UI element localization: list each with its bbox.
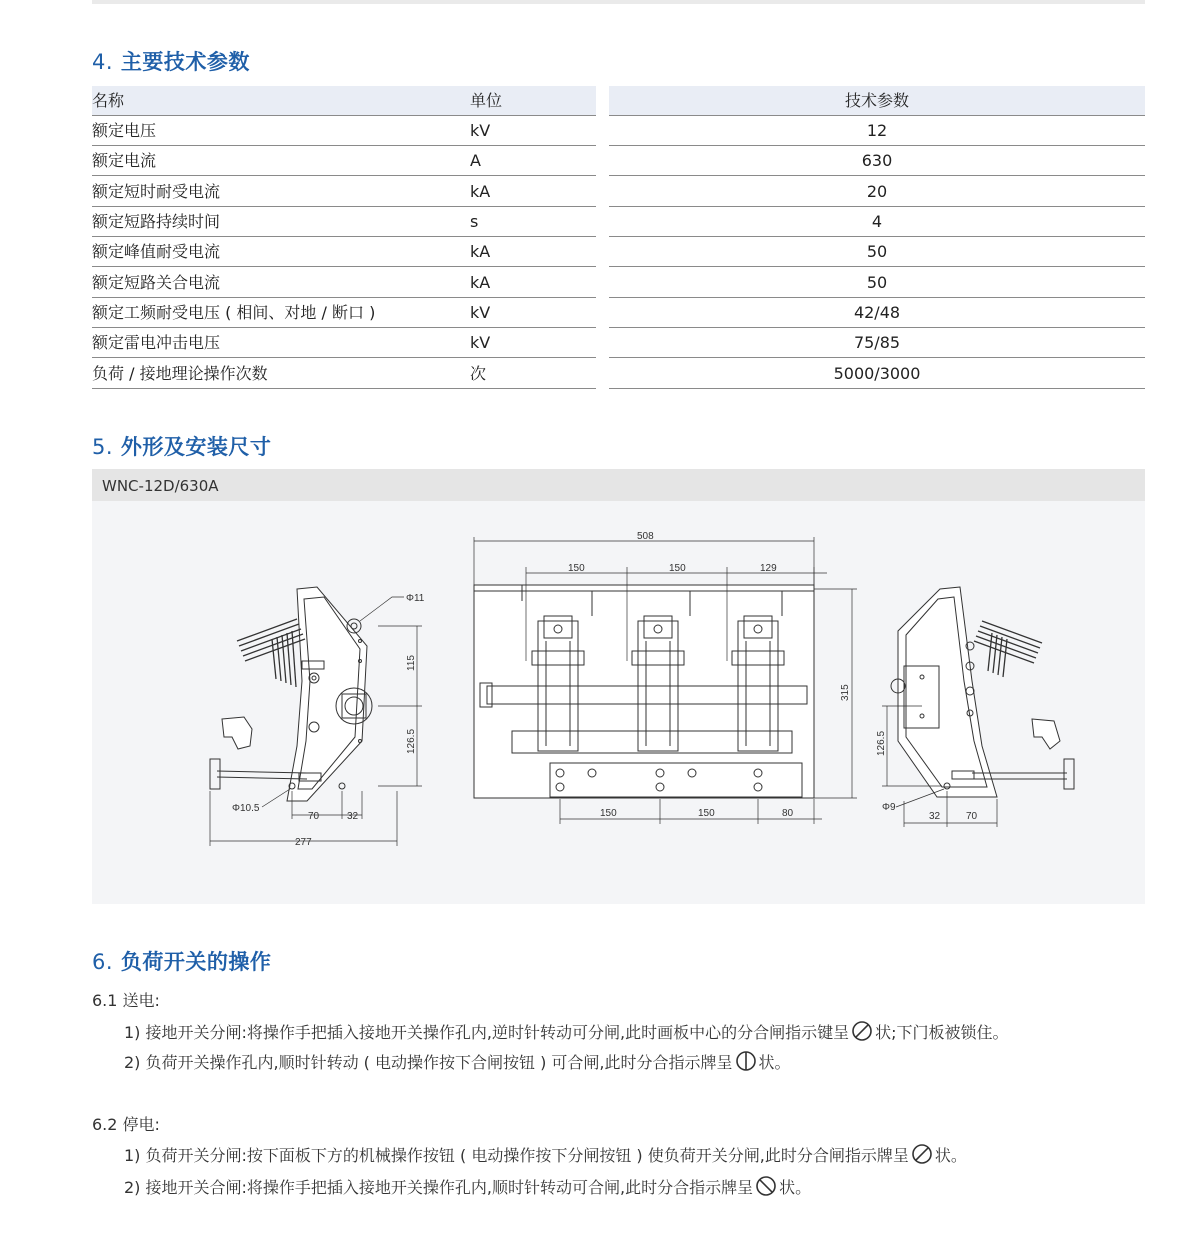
step-6-1-2-text-a: 2) 负荷开关操作孔内,顺时针转动 ( 电动操作按下合闸按钮 ) 可合闸,此时分合指示牌呈: [124, 1053, 733, 1072]
row-value: 5000/3000: [609, 359, 1145, 389]
dim-left-277: 277: [295, 837, 312, 848]
table-row: [92, 268, 1145, 298]
dim-left-70: 70: [308, 811, 320, 822]
indicator-open-icon: [851, 1020, 873, 1042]
step-6-2-2-text-a: 2) 接地开关合闸:将操作手把插入接地开关操作孔内,顺时针转动可合闸,此时分合指示牌呈: [124, 1178, 754, 1197]
section5-title-text: 外形及安装尺寸: [120, 435, 272, 459]
table-row: [92, 116, 1145, 146]
step-6-2-1-text-b: 状。: [934, 1146, 967, 1165]
header-unit: 单位: [470, 91, 503, 110]
step-6-2-2-text-b: 状。: [779, 1178, 812, 1197]
row-name: 额定雷电冲击电压: [92, 328, 596, 358]
row-name: 负荷 / 接地理论操作次数: [92, 359, 596, 389]
dim-mid-150d: 150: [698, 808, 715, 819]
step-6-1-1: [124, 1020, 1008, 1043]
dim-mid-508: 508: [637, 531, 654, 542]
step-6-1-2: [124, 1050, 791, 1073]
row-name: 额定峰值耐受电流: [92, 237, 596, 267]
row-unit: kV: [470, 121, 491, 140]
indicator-open-icon: [911, 1143, 933, 1165]
row-value: 4: [609, 207, 1145, 237]
row-unit: kV: [470, 333, 491, 352]
table-row: [92, 328, 1145, 358]
indicator-earthed-icon: [755, 1175, 777, 1197]
row-value: 12: [609, 116, 1145, 146]
parameter-table-header: [92, 86, 1145, 116]
dim-left-32: 32: [347, 811, 359, 822]
section4-title: [92, 46, 250, 76]
dim-right-phi9: Φ9: [882, 802, 896, 813]
dim-mid-129: 129: [760, 563, 777, 574]
step-6-2-1: [124, 1143, 967, 1166]
row-unit: kA: [470, 273, 491, 292]
row-value: 42/48: [609, 298, 1145, 328]
table-row: [92, 298, 1145, 328]
dim-right-126-5: 126.5: [876, 730, 887, 756]
table-row: [92, 146, 1145, 176]
row-name: 额定短路持续时间: [92, 207, 596, 237]
row-name: 额定短路关合电流: [92, 268, 596, 298]
dim-mid-150b: 150: [669, 563, 686, 574]
section5-number: 5.: [92, 435, 114, 459]
step-6-2-1-text-a: 1) 负荷开关分闸:按下面板下方的机械操作按钮 ( 电动操作按下分闸按钮 ) 使负荷开关分闸,此时分合闸指示牌呈: [124, 1146, 909, 1165]
row-unit: kV: [470, 303, 491, 322]
dim-right-32: 32: [929, 811, 941, 822]
table-row: [92, 359, 1145, 389]
dim-mid-80: 80: [782, 808, 794, 819]
drawing-svg: [92, 501, 1145, 904]
indicator-closed-icon: [735, 1050, 757, 1072]
step-6-1-1-text-b: 状;下门板被锁住。: [875, 1023, 1009, 1042]
row-name: 额定电流: [92, 146, 596, 176]
section4-number: 4.: [92, 50, 114, 74]
step-6-1-heading: 6.1 送电:: [92, 991, 160, 1010]
row-value: 20: [609, 177, 1145, 207]
row-name: 额定短时耐受电流: [92, 177, 596, 207]
dim-mid-150c: 150: [600, 808, 617, 819]
dim-mid-150a: 150: [568, 563, 585, 574]
step-6-2-heading: 6.2 停电:: [92, 1115, 160, 1134]
dim-left-phi10-5: Φ10.5: [232, 803, 260, 814]
table-row: [92, 177, 1145, 207]
header-value: 技术参数: [609, 86, 1145, 116]
dimension-drawing: [92, 501, 1145, 904]
row-unit: kA: [470, 182, 491, 201]
row-unit: kA: [470, 242, 491, 261]
dim-right-70: 70: [966, 811, 978, 822]
row-value: 75/85: [609, 328, 1145, 358]
row-unit: A: [470, 151, 481, 170]
section6-number: 6.: [92, 950, 114, 974]
section6-title: [92, 946, 271, 976]
dim-mid-315: 315: [840, 684, 851, 701]
row-unit: s: [470, 212, 479, 231]
row-name: 额定电压: [92, 116, 596, 146]
section5-title: [92, 431, 271, 461]
drawing-model-label: WNC-12D/630A: [92, 469, 1145, 501]
step-6-1-1-text-a: 1) 接地开关分闸:将操作手把插入接地开关操作孔内,逆时针转动可分闸,此时画板中心的分合闸指示键呈: [124, 1023, 850, 1042]
row-value: 50: [609, 237, 1145, 267]
row-value: 50: [609, 268, 1145, 298]
row-unit: 次: [470, 364, 487, 383]
table-row: [92, 207, 1145, 237]
right-side-view: [882, 587, 1074, 827]
dim-left-phi11: Φ11: [406, 593, 425, 604]
top-divider: [92, 0, 1145, 4]
section4-title-text: 主要技术参数: [120, 50, 250, 74]
front-view: [474, 537, 857, 824]
table-row: [92, 237, 1145, 267]
step-6-2-2: [124, 1175, 811, 1198]
step-6-1-2-text-b: 状。: [758, 1053, 791, 1072]
dim-left-115: 115: [406, 655, 417, 671]
section6-title-text: 负荷开关的操作: [120, 950, 272, 974]
dim-left-126-5: 126.5: [406, 728, 417, 754]
header-name: 名称: [92, 86, 596, 116]
row-value: 630: [609, 146, 1145, 176]
row-name: 额定工频耐受电压 ( 相间、对地 / 断口 ): [92, 298, 596, 328]
